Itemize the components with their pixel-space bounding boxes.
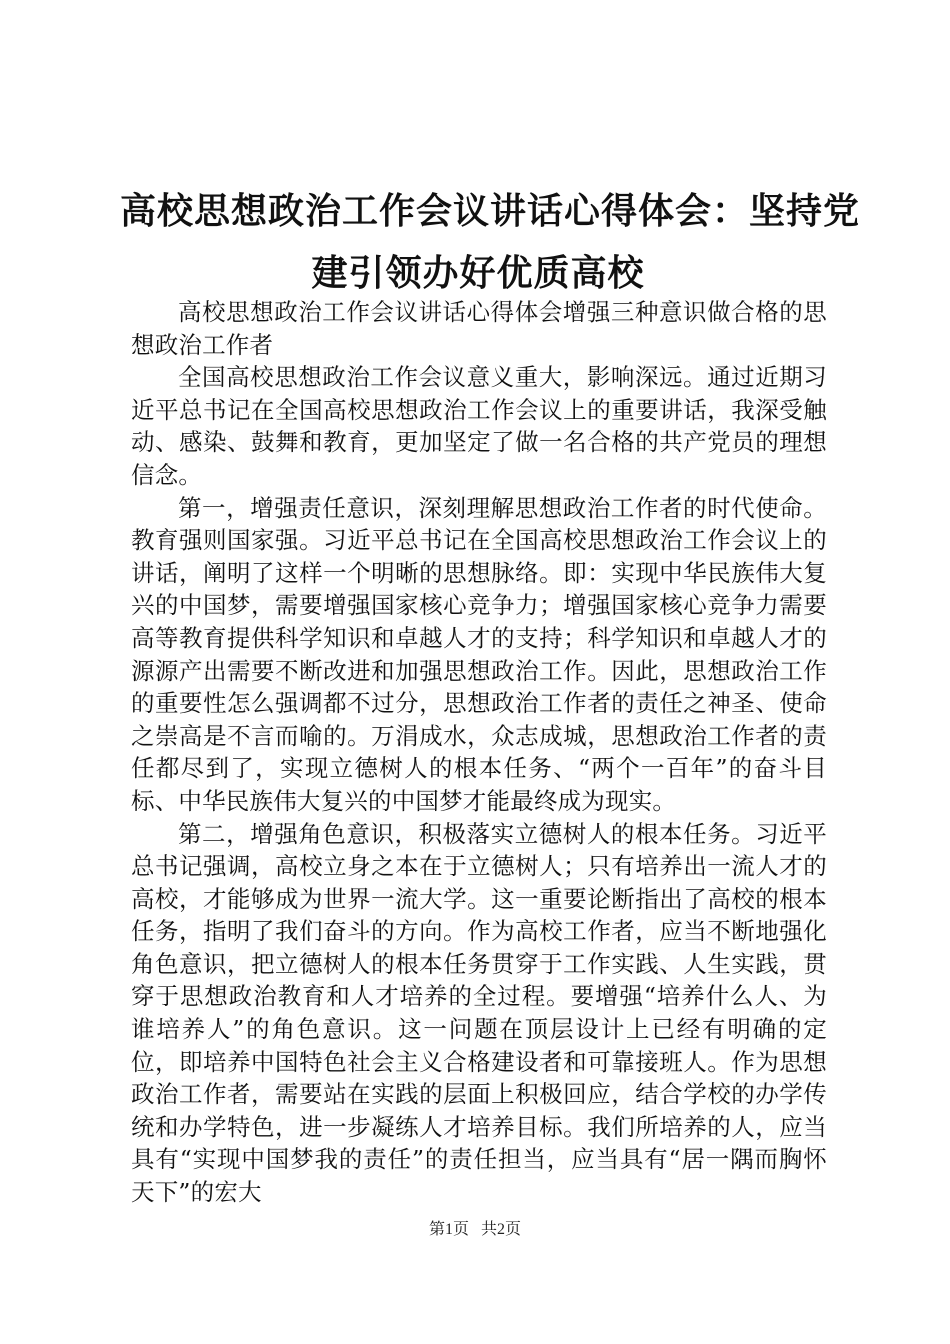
paragraph-second-point: 第二，增强角色意识，积极落实立德树人的根本任务。习近平总书记强调，高校立身之本在于立德树人；只有培养出一流人才的高校，才能够成为世界一流大学。这一重要论断指出了高校的根本任务，指明了我们奋斗的方向。作为高校工作者，应当不断地强化角色意识，把立德树人的根本任务贯穿于工作实践、人生实践，贯穿于思想政治教育和人才培养的全过程。要增强“培养什么人、为谁培养人”的角色意识。这一问题在顶层设计上已经有明确的定位，即培养中国特色社会主义合格建设者和可靠接班人。作为思想政治工作者，需要站在实践的层面上积极回应，结合学校的办学传统和办学特色，进一步凝练人才培养目标。我们所培养的人，应当具有“实现中国梦我的责任”的责任担当，应当具有“居一隅而胸怀天下”的宏大 (131, 819, 827, 1207)
paragraph-intro: 全国高校思想政治工作会议意义重大，影响深远。通过近期习近平总书记在全国高校思想政治工作会议上的重要讲话，我深受触动、感染、鼓舞和教育，更加坚定了做一名合格的共产党员的理想信念。 (131, 363, 827, 489)
title-line-1: 高校思想政治工作会议讲话心得体会：坚持党 (120, 190, 861, 232)
title-line-2: 建引领办好优质高校 (311, 252, 645, 294)
paragraph-first-point: 第一，增强责任意识，深刻理解思想政治工作者的时代使命。教育强则国家强。习近平总书记在全国高校思想政治工作会议上的讲话，阐明了这样一个明晰的思想脉络。即：实现中华民族伟大复兴的中国梦，需要增强国家核心竞争力；增强国家核心竞争力需要高等教育提供科学知识和卓越人才的支持；科学知识和卓越人才的源源产出需要不断改进和加强思想政治工作。因此，思想政治工作的重要性怎么强调都不过分，思想政治工作者的责任之神圣、使命之崇高是不言而喻的。万涓成水，众志成城，思想政治工作者的责任都尽到了，实现立德树人的根本任务、“两个一百年”的奋斗目标、中华民族伟大复兴的中国梦才能最终成为现实。 (131, 493, 827, 815)
document-title (120, 180, 861, 304)
page-footer (0, 1216, 950, 1239)
paragraph-subtitle: 高校思想政治工作会议讲话心得体会增强三种意识做合格的思想政治工作者 (131, 298, 827, 359)
document-body (131, 296, 827, 1209)
page-total: 共2页 (481, 1221, 522, 1238)
page-number: 第1页 (428, 1221, 469, 1238)
